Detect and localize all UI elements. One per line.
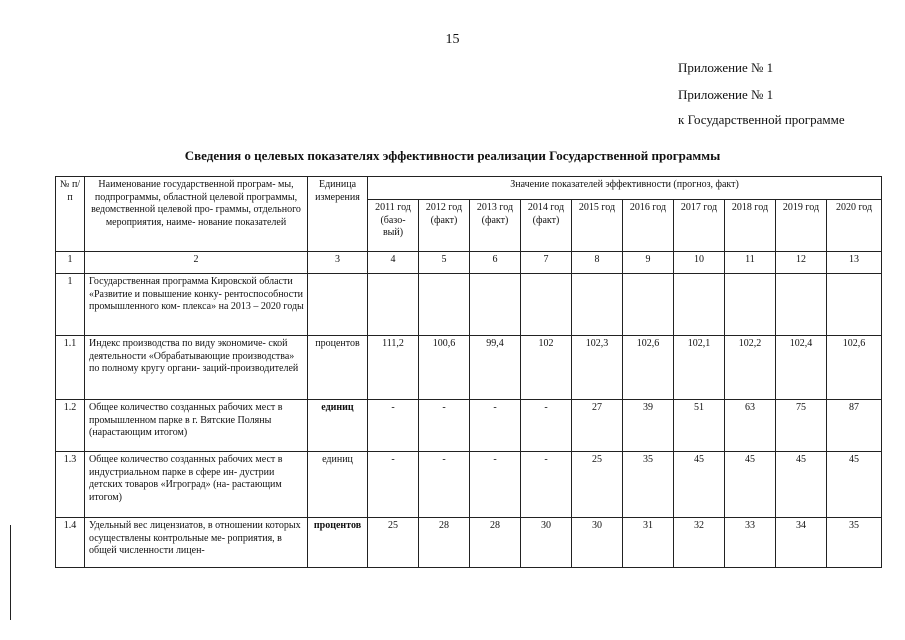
row-value: 31 [623,518,674,568]
column-number: 7 [521,252,572,274]
header-year: 2013 год (факт) [470,200,521,252]
row-num: 1.2 [56,400,85,452]
row-value: 35 [827,518,882,568]
row-num: 1.4 [56,518,85,568]
row-unit: процентов [308,518,368,568]
header-year: 2016 год [623,200,674,252]
row-value: - [470,452,521,518]
column-number: 13 [827,252,882,274]
row-name: Общее количество созданных рабочих мест в индустриальном парке в сфере ин- дустрии детских товаров «Игроград» (на- растающим итогом) [85,452,308,518]
header-year: 2020 год [827,200,882,252]
row-name: Удельный вес лицензиатов, в отношении которых осуществлены контрольные ме- роприятия, в общей численности лицен- [85,518,308,568]
row-unit: единиц [308,452,368,518]
row-name: Государственная программа Кировской области «Развитие и повышение конку- рентоспособности промышленного ком- плекса» на 2013 – 2020 годы [85,274,308,336]
header-year: 2014 год (факт) [521,200,572,252]
row-value: 25 [572,452,623,518]
row-value: 111,2 [368,336,419,400]
row-value: 45 [827,452,882,518]
table-row [56,400,882,452]
row-value: 102,3 [572,336,623,400]
row-value: 28 [470,518,521,568]
row-value: 34 [776,518,827,568]
row-unit: единиц [308,400,368,452]
row-value: 32 [674,518,725,568]
row-value: 35 [623,452,674,518]
header-row-1 [56,177,882,200]
row-value: 27 [572,400,623,452]
row-unit [308,274,368,336]
column-number: 10 [674,252,725,274]
annex-line-3: к Государственной программе [678,112,845,127]
row-value: 39 [623,400,674,452]
row-num: 1.3 [56,452,85,518]
row-value [419,274,470,336]
row-value [674,274,725,336]
table-row [56,336,882,400]
row-value: - [368,452,419,518]
row-value: 33 [725,518,776,568]
indicators-table [55,176,882,568]
row-value [776,274,827,336]
row-value: - [419,400,470,452]
header-year: 2012 год (факт) [419,200,470,252]
row-value: - [470,400,521,452]
column-number: 2 [85,252,308,274]
page-number: 15 [445,32,460,47]
margin-line [10,525,11,620]
row-value: 87 [827,400,882,452]
row-value: 30 [572,518,623,568]
row-value: 100,6 [419,336,470,400]
row-value [827,274,882,336]
row-value: 102,6 [623,336,674,400]
table-row [56,518,882,568]
row-value: - [521,400,572,452]
row-value: 30 [521,518,572,568]
row-value: - [419,452,470,518]
row-num: 1.1 [56,336,85,400]
header-year: 2011 год (базо- вый) [368,200,419,252]
row-value: 45 [725,452,776,518]
row-value [368,274,419,336]
column-number: 4 [368,252,419,274]
row-value: 99,4 [470,336,521,400]
column-number: 5 [419,252,470,274]
column-number: 6 [470,252,521,274]
header-name: Наименование государственной програм- мы, подпрограммы, областной целевой программы, ведомственной целевой про- граммы, отдельного мероприятия, наиме- нование показателей [85,177,308,252]
row-value: - [521,452,572,518]
row-num: 1 [56,274,85,336]
header-year: 2015 год [572,200,623,252]
row-value [623,274,674,336]
row-value: 102 [521,336,572,400]
row-value: 102,4 [776,336,827,400]
header-year: 2017 год [674,200,725,252]
row-name: Общее количество созданных рабочих мест в промышленном парке в г. Вятские Поляны (нарастающим итогом) [85,400,308,452]
annex-line-1: Приложение № 1 [678,60,774,75]
row-value [572,274,623,336]
row-value [725,274,776,336]
row-value: 25 [368,518,419,568]
row-value: - [368,400,419,452]
header-num: № п/п [56,177,85,252]
column-number: 8 [572,252,623,274]
document-title: Сведения о целевых показателях эффективности реализации Государственной программы [184,148,721,163]
row-value: 63 [725,400,776,452]
row-value: 45 [776,452,827,518]
column-number-row [56,252,882,274]
row-name: Индекс производства по виду экономиче- ской деятельности «Обрабатывающие производства» по полному кругу органи- заций-производителей [85,336,308,400]
annex-line-2: Приложение № 1 [678,87,774,102]
row-value: 102,2 [725,336,776,400]
header-year: 2018 год [725,200,776,252]
row-value: 75 [776,400,827,452]
header-unit: Единица измерения [308,177,368,252]
header-year: 2019 год [776,200,827,252]
row-value: 45 [674,452,725,518]
column-number: 1 [56,252,85,274]
column-number: 11 [725,252,776,274]
header-values-title: Значение показателей эффективности (прогноз, факт) [368,177,882,200]
row-value: 102,6 [827,336,882,400]
column-number: 9 [623,252,674,274]
column-number: 12 [776,252,827,274]
column-number: 3 [308,252,368,274]
row-value: 51 [674,400,725,452]
row-value [470,274,521,336]
table-row [56,452,882,518]
row-value: 28 [419,518,470,568]
row-unit: процентов [308,336,368,400]
row-value [521,274,572,336]
table-row [56,274,882,336]
row-value: 102,1 [674,336,725,400]
